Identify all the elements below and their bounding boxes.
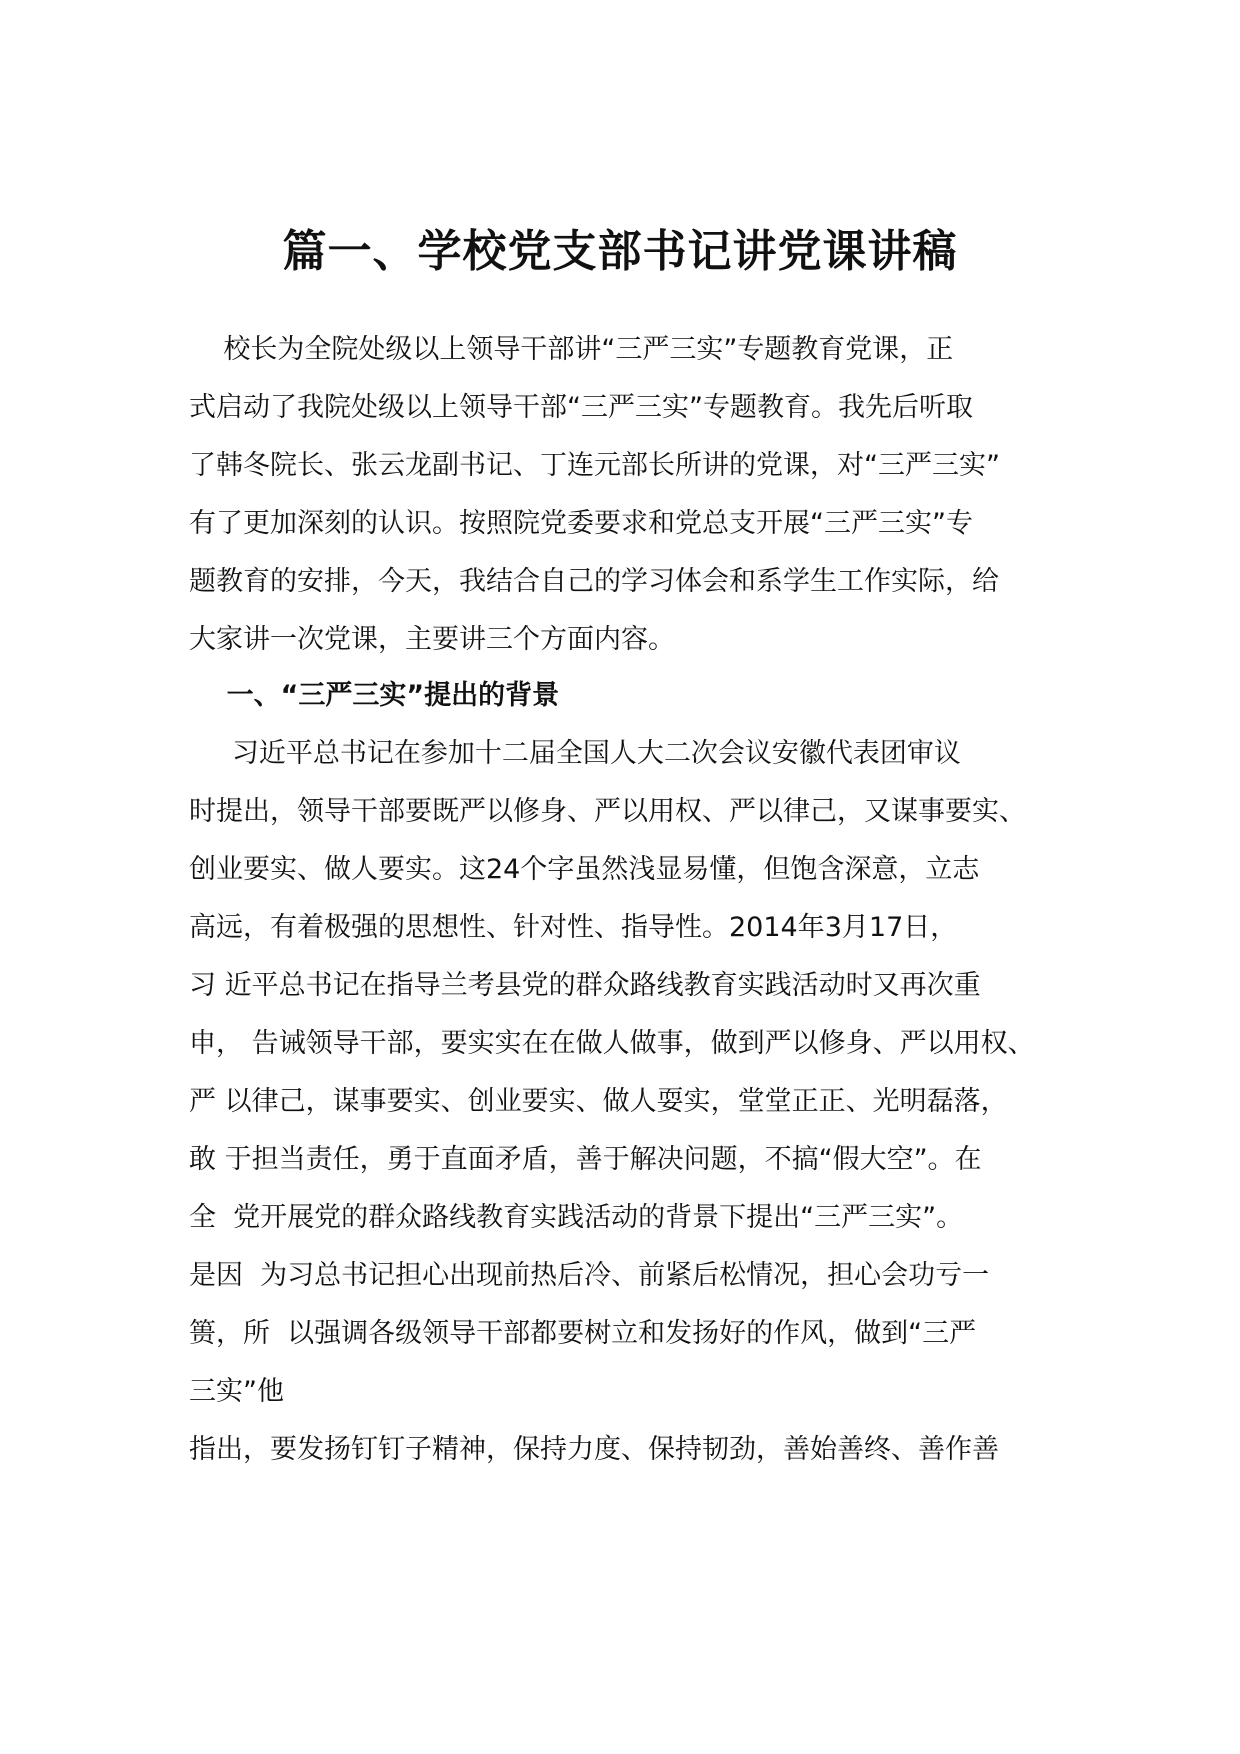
body-line-17: 篑，所 以强调各级领导干部都要树立和发扬好的作风，做到“三严 [189,1318,977,1349]
body-line-18: 三实”他 [189,1376,284,1407]
section-heading-1: 一、“三严三实”提出的背景 [189,680,560,711]
body-line-6: 大家讲一次党课，主要讲三个方面内容。 [189,624,675,655]
body-line-8: 时提出，领导干部要既严以修身、严以用权、严以律己，又谋事要实、 [189,796,1026,827]
body-line-5: 题教育的安排，今天，我结合自己的学习体会和系学生工作实际，给 [189,566,999,597]
body-line-13: 严 以律己，谋事要实、创业要实、做人耍实，堂堂正正、光明磊落， [189,1086,1008,1117]
body-line-1: 校长为全院处级以上领导干部讲“三严三实”专题教育党课，正 [189,334,954,365]
body-line-15: 全 党开展党的群众路线教育实践活动的背景下提出“三严三实”。 [189,1202,964,1233]
body-line-14: 敢 于担当责任，勇于直面矛盾，善于解决问题，不搞“假大空”。在 [189,1144,982,1175]
body-line-2: 式启动了我院处级以上领导干部“三严三实”专题教育。我先后听取 [189,392,973,423]
body-line-16: 是因 为习总书记担心出现前热后冷、前紧后松情况，担心会功亏一 [189,1260,990,1291]
body-line-9: 创业要实、做人要实。这24个字虽然浅显易懂，但饱含深意，立志 [189,854,980,885]
body-line-7: 习近平总书记在参加十二届全国人大二次会议安徽代表团审议 [189,738,961,769]
document-title: 篇一、学校党支部书记讲党课讲稿 [282,226,958,277]
body-line-3: 了韩冬院长、张云龙副书记、丁连元部长所讲的党课，对“三严三实” [189,450,1000,481]
body-line-10: 高远，有着极强的思想性、针对性、指导性。2014年3月17日， [189,912,958,943]
body-line-4: 有了更加深刻的认识。按照院党委要求和党总支开展“三严三实”专 [189,508,973,539]
body-line-12: 申， 告诫领导干部，要实实在在做人做事，做到严以修身、严以用权、 [189,1028,1035,1059]
body-line-11: 习 近平总书记在指导兰考县党的群众路线教育实践活动时又再次重 [189,970,981,1001]
body-line-19: 指出，要发扬钉钉子精神，保持力度、保持韧劲，善始善终、善作善 [189,1434,999,1465]
